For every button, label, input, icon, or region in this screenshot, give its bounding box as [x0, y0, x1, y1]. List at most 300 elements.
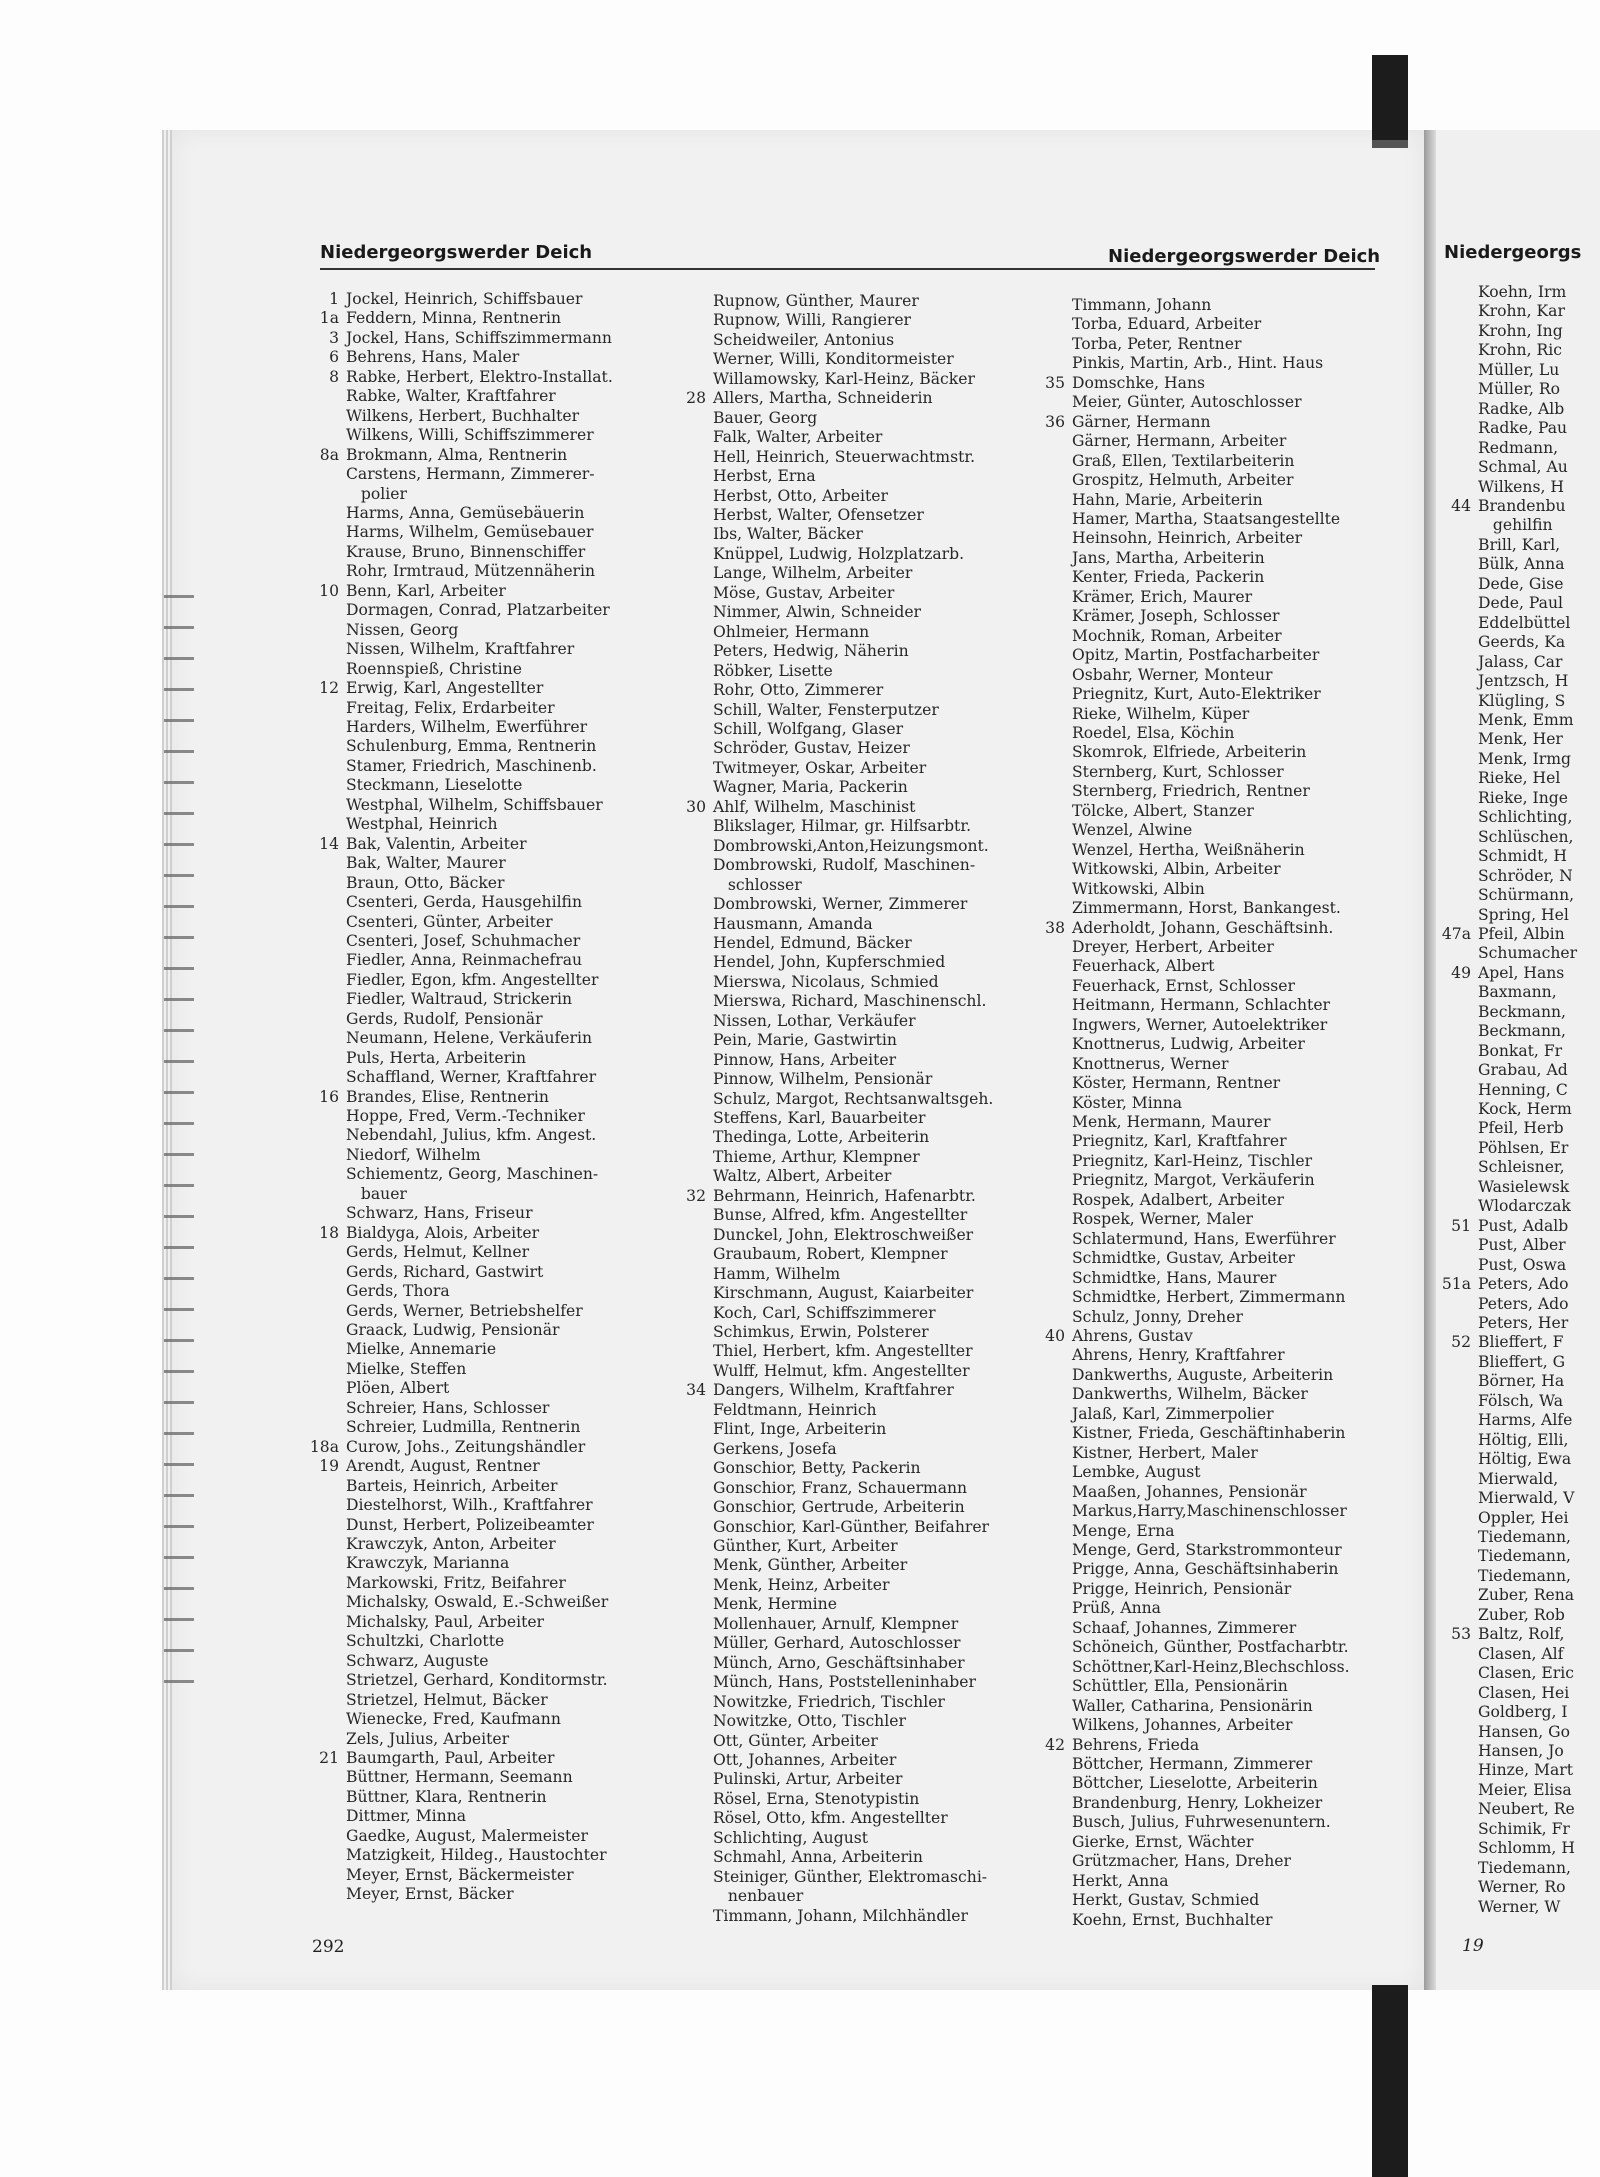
directory-entry: [1436, 400, 1577, 419]
house-number: [671, 1537, 713, 1556]
house-number: [1030, 315, 1072, 334]
directory-entry: [671, 973, 993, 992]
directory-entry: [671, 1518, 993, 1537]
house-number: [304, 1730, 346, 1749]
house-number: 19: [319, 1457, 339, 1476]
house-number: [1030, 1210, 1072, 1229]
resident-entry: Hausmann, Amanda: [713, 914, 873, 933]
directory-entry: [671, 701, 993, 720]
resident-entry: Schill, Walter, Fensterputzer: [713, 700, 939, 719]
house-number: [671, 759, 713, 778]
resident-entry: Lembke, August: [1072, 1463, 1201, 1482]
resident-entry: Brandenburg, Henry, Lokheizer: [1072, 1793, 1323, 1812]
resident-entry: Schmidtke, Herbert, Zimmermann: [1072, 1288, 1346, 1307]
house-number: [671, 720, 713, 739]
directory-entry: [304, 1360, 613, 1379]
resident-entry: Henning, C: [1478, 1080, 1568, 1099]
house-number: [671, 642, 713, 661]
directory-entry: [671, 720, 993, 739]
resident-entry: Koch, Carl, Schiffszimmerer: [713, 1303, 936, 1322]
directory-entry: [304, 1107, 613, 1126]
resident-entry: Schill, Wolfgang, Glaser: [713, 719, 904, 738]
resident-entry: Nebendahl, Julius, kfm. Angest.: [346, 1126, 597, 1145]
directory-entry: [1030, 1638, 1350, 1657]
resident-entry: Schimkus, Erwin, Polsterer: [713, 1323, 929, 1342]
resident-entry: Priegnitz, Kurt, Auto-Elektriker: [1072, 685, 1321, 704]
directory-entry: [671, 1304, 993, 1323]
house-number: 53: [1451, 1625, 1471, 1644]
house-number: 18: [319, 1223, 339, 1242]
house-number: [1030, 1872, 1072, 1891]
directory-entry: [1436, 439, 1577, 458]
resident-entry: Grospitz, Helmuth, Arbeiter: [1072, 471, 1294, 490]
directory-entry: [1436, 1119, 1577, 1138]
house-number: [1030, 705, 1072, 724]
house-number: [1030, 627, 1072, 646]
directory-entry: [1030, 588, 1350, 607]
directory-entry: [1436, 925, 1577, 944]
house-number: [1030, 1366, 1072, 1385]
directory-entry: [1030, 763, 1350, 782]
directory-entry: [1436, 1372, 1577, 1391]
house-number: [1436, 1158, 1478, 1177]
resident-entry: Rabke, Herbert, Elektro-Installat.: [346, 367, 613, 386]
house-number: [671, 1051, 713, 1070]
resident-entry: Jans, Martha, Arbeiterin: [1072, 548, 1265, 567]
directory-entry: [1436, 692, 1577, 711]
resident-entry: Meier, Elisa: [1478, 1780, 1572, 1799]
directory-entry: [304, 1535, 613, 1554]
resident-entry: Curow, Johs., Zeitungshändler: [346, 1437, 586, 1456]
resident-entry: Priegnitz, Karl-Heinz, Tischler: [1072, 1151, 1313, 1170]
directory-entry: [304, 932, 613, 951]
house-number: [1436, 1450, 1478, 1469]
directory-entry: [1436, 750, 1577, 769]
directory-entry: [671, 1498, 993, 1517]
house-number: [1436, 1431, 1478, 1450]
resident-entry: Baumgarth, Paul, Arbeiter: [346, 1748, 555, 1767]
house-number: [1436, 1372, 1478, 1391]
house-number: [1436, 711, 1478, 730]
house-number: [304, 1516, 346, 1535]
resident-entry: Clasen, Eric: [1478, 1664, 1574, 1683]
house-number: [1030, 1035, 1072, 1054]
resident-entry: Herkt, Gustav, Schmied: [1072, 1891, 1260, 1910]
resident-entry: Lange, Wilhelm, Arbeiter: [713, 564, 913, 583]
resident-entry: Oppler, Hei: [1478, 1508, 1569, 1527]
house-number: [1436, 302, 1478, 321]
directory-entry: [1436, 828, 1577, 847]
house-number: [671, 739, 713, 758]
resident-entry: Hell, Heinrich, Steuerwachtmstr.: [713, 447, 976, 466]
directory-entry: [671, 1206, 993, 1225]
resident-entry: Krause, Bruno, Binnenschiffer: [346, 542, 586, 561]
resident-entry: Menk, Heinz, Arbeiter: [713, 1575, 890, 1594]
resident-entry: Schlüschen,: [1478, 827, 1574, 846]
house-number: [671, 1770, 713, 1789]
house-number: [671, 1226, 713, 1245]
resident-entry: Schulz, Jonny, Dreher: [1072, 1307, 1243, 1326]
directory-entry: [1030, 1405, 1350, 1424]
directory-entry: [1030, 880, 1350, 899]
resident-entry: Gärner, Hermann, Arbeiter: [1072, 432, 1287, 451]
resident-entry: Wilkens, H: [1478, 477, 1564, 496]
directory-entry: [1436, 1547, 1577, 1566]
resident-entry: Thieme, Arthur, Klempner: [713, 1147, 920, 1166]
resident-entry: Michalsky, Paul, Arbeiter: [346, 1612, 545, 1631]
resident-entry: Torba, Peter, Rentner: [1072, 334, 1242, 353]
house-number: [671, 311, 713, 330]
house-number: [1030, 880, 1072, 899]
house-number: [1436, 1256, 1478, 1275]
resident-entry: Gerds, Rudolf, Pensionär: [346, 1009, 543, 1028]
house-number: [304, 1477, 346, 1496]
directory-entry: [1030, 685, 1350, 704]
directory-entry: [1436, 847, 1577, 866]
page-header-left: Niedergeorgswerder Deich: [320, 242, 593, 263]
house-number: [1030, 1132, 1072, 1151]
house-number: [1030, 393, 1072, 412]
resident-entry: Kirschmann, August, Kaiarbeiter: [713, 1284, 974, 1303]
resident-entry: Gierke, Ernst, Wächter: [1072, 1832, 1254, 1851]
directory-entry: [671, 662, 993, 681]
resident-entry: Wenzel, Alwine: [1072, 821, 1193, 840]
resident-entry: Waltz, Albert, Arbeiter: [713, 1167, 892, 1186]
resident-entry: Schmal, Au: [1478, 458, 1568, 477]
house-number: [1436, 1081, 1478, 1100]
directory-entry: [671, 1031, 993, 1050]
house-number: [671, 1693, 713, 1712]
directory-entry: [304, 1029, 613, 1048]
house-number: [1030, 471, 1072, 490]
directory-entry: [1436, 1684, 1577, 1703]
house-number: [1436, 1392, 1478, 1411]
resident-entry: Hamer, Martha, Staatsangestellte: [1072, 509, 1341, 528]
resident-entry: Schimik, Fr: [1478, 1819, 1570, 1838]
directory-entry: [304, 1088, 613, 1107]
directory-entry: [304, 1574, 613, 1593]
directory-entry: [1030, 1132, 1350, 1151]
house-number: [671, 1090, 713, 1109]
directory-entry: [1030, 1016, 1350, 1035]
resident-entry: Grützmacher, Hans, Dreher: [1072, 1852, 1291, 1871]
resident-entry: Blieffert, F: [1478, 1333, 1564, 1352]
house-number: [1030, 1385, 1072, 1404]
resident-entry: Herkt, Anna: [1072, 1871, 1169, 1890]
directory-entry: [304, 1788, 613, 1807]
directory-entry: [304, 1671, 613, 1690]
resident-entry: Dombrowski, Rudolf, Maschinen-: [713, 856, 976, 875]
house-number: 47a: [1441, 924, 1471, 943]
house-number: [1436, 1800, 1478, 1819]
house-number: 36: [1045, 412, 1065, 431]
page-header-right: Niedergeorgswerder Deich: [1108, 246, 1381, 267]
directory-entry: [1030, 1755, 1350, 1774]
directory-entry: [304, 1185, 613, 1204]
directory-entry: [671, 292, 993, 311]
resident-entry: Schiementz, Georg, Maschinen-: [346, 1165, 599, 1184]
house-number: [1436, 1061, 1478, 1080]
house-number: [304, 1399, 346, 1418]
directory-entry: [671, 1693, 993, 1712]
directory-entry: [671, 1887, 993, 1906]
directory-entry: [1436, 1022, 1577, 1041]
house-number: [304, 1049, 346, 1068]
house-number: [1030, 646, 1072, 665]
directory-entry: [671, 1109, 993, 1128]
resident-entry: Börner, Ha: [1478, 1372, 1565, 1391]
directory-entry: [1436, 497, 1577, 516]
house-number: [304, 990, 346, 1009]
directory-entry: [1436, 886, 1577, 905]
directory-entry: [1030, 1308, 1350, 1327]
resident-entry: Braun, Otto, Bäcker: [346, 873, 505, 892]
house-number: [304, 523, 346, 542]
directory-entry: [1436, 1197, 1577, 1216]
directory-entry: [1436, 1178, 1577, 1197]
resident-entry: Rieke, Wilhelm, Küper: [1072, 704, 1250, 723]
resident-entry: Geerds, Ka: [1478, 633, 1566, 652]
directory-entry: [304, 640, 613, 659]
directory-entry: [1030, 1522, 1350, 1541]
directory-entry: [1436, 1703, 1577, 1722]
directory-entry: [1436, 711, 1577, 730]
directory-entry: [1436, 1489, 1577, 1508]
directory-entry: [304, 679, 613, 698]
house-number: [1436, 886, 1478, 905]
resident-entry: Strietzel, Gerhard, Konditormstr.: [346, 1671, 608, 1690]
directory-entry: [304, 835, 613, 854]
directory-entry: [1436, 1509, 1577, 1528]
house-number: [1030, 1541, 1072, 1560]
house-number: 12: [319, 679, 339, 698]
house-number: [304, 1574, 346, 1593]
house-number: [671, 1167, 713, 1186]
resident-entry: Harms, Wilhelm, Gemüsebauer: [346, 523, 594, 542]
directory-entry: [1030, 1055, 1350, 1074]
house-number: [1030, 1269, 1072, 1288]
resident-entry: Schwarz, Hans, Friseur: [346, 1204, 533, 1223]
resident-entry: Ott, Johannes, Arbeiter: [713, 1750, 897, 1769]
resident-entry: Büttner, Klara, Rentnerin: [346, 1787, 547, 1806]
house-number: [1030, 1619, 1072, 1638]
resident-entry: Mierwald,: [1478, 1469, 1564, 1488]
resident-entry: Mielke, Steffen: [346, 1359, 467, 1378]
house-number: [304, 1593, 346, 1612]
house-number: [1436, 1664, 1478, 1683]
house-number: [1030, 782, 1072, 801]
resident-entry: Erwig, Karl, Angestellter: [346, 679, 544, 698]
directory-entry: [304, 718, 613, 737]
resident-entry: Werner, W: [1478, 1897, 1561, 1916]
resident-entry: Pust, Adalb: [1478, 1216, 1569, 1235]
house-number: [671, 448, 713, 467]
house-number: [304, 1691, 346, 1710]
directory-entry: [1030, 1424, 1350, 1443]
resident-entry: Münch, Arno, Geschäftsinhaber: [713, 1653, 965, 1672]
directory-entry: [1030, 568, 1350, 587]
house-number: 34: [686, 1381, 706, 1400]
directory-entry: [304, 1496, 613, 1515]
directory-entry: [304, 1749, 613, 1768]
directory-entry: [671, 467, 993, 486]
directory-entry: [304, 737, 613, 756]
directory-entry: [671, 1732, 993, 1751]
house-number: [1436, 1139, 1478, 1158]
house-number: [671, 1245, 713, 1264]
house-number: [1436, 906, 1478, 925]
house-number: [1436, 1742, 1478, 1761]
house-number: [671, 1556, 713, 1575]
resident-entry: Witkowski, Albin, Arbeiter: [1072, 860, 1281, 879]
directory-entry: [1436, 1625, 1577, 1644]
directory-entry: [304, 1516, 613, 1535]
resident-entry: Steffens, Karl, Bauarbeiter: [713, 1109, 926, 1128]
house-number: 8: [329, 367, 339, 386]
house-number: [1030, 1230, 1072, 1249]
resident-entry: Wasielewsk: [1478, 1177, 1570, 1196]
house-number: [304, 1768, 346, 1787]
resident-entry: Pinkis, Martin, Arb., Hint. Haus: [1072, 354, 1324, 373]
directory-entry: [304, 1418, 613, 1437]
directory-entry: [304, 699, 613, 718]
directory-entry: [671, 1907, 993, 1926]
resident-entry: Wilkens, Herbert, Buchhalter: [346, 406, 580, 425]
house-number: 30: [686, 797, 706, 816]
directory-entry: [304, 1146, 613, 1165]
directory-entry: [304, 1243, 613, 1262]
resident-entry: Ahlf, Wilhelm, Maschinist: [713, 797, 916, 816]
house-number: [1436, 1567, 1478, 1586]
directory-entry: [1030, 1346, 1350, 1365]
resident-entry: Fiedler, Anna, Reinmachefrau: [346, 951, 583, 970]
directory-entry: [1030, 413, 1350, 432]
directory-entry: [1436, 1645, 1577, 1664]
directory-entry: [671, 895, 993, 914]
resident-entry: Prüß, Anna: [1072, 1599, 1161, 1618]
resident-entry: Opitz, Martin, Postfacharbeiter: [1072, 646, 1320, 665]
directory-entry: [1030, 1619, 1350, 1638]
house-number: [1030, 685, 1072, 704]
house-number: [671, 623, 713, 642]
resident-entry: Gerds, Thora: [346, 1282, 450, 1301]
directory-entry: [1436, 867, 1577, 886]
directory-entry: [304, 1652, 613, 1671]
resident-entry: Graubaum, Robert, Klempner: [713, 1245, 948, 1264]
resident-entry: Matzigkeit, Hildeg., Haustochter: [346, 1846, 607, 1865]
house-number: [1030, 1346, 1072, 1365]
resident-entry: Timmann, Johann, Milchhändler: [713, 1906, 968, 1925]
directory-entry: [671, 370, 993, 389]
directory-entry: [1436, 964, 1577, 983]
house-number: [304, 951, 346, 970]
house-number: [1030, 491, 1072, 510]
house-number: [671, 467, 713, 486]
house-number: [671, 953, 713, 972]
directory-entry: [671, 1323, 993, 1342]
house-number: [304, 504, 346, 523]
directory-entry: [304, 543, 613, 562]
house-number: [304, 737, 346, 756]
directory-entry: [671, 1595, 993, 1614]
resident-entry: Schaffland, Werner, Kraftfahrer: [346, 1068, 597, 1087]
resident-entry: Neumann, Helene, Verkäuferin: [346, 1029, 593, 1048]
resident-entry: Gärner, Hermann: [1072, 412, 1211, 431]
directory-entry: [1030, 1249, 1350, 1268]
directory-entry: [1030, 1774, 1350, 1793]
resident-entry: Bülk, Anna: [1478, 555, 1565, 574]
resident-entry: Mierwald, V: [1478, 1489, 1575, 1508]
page-number-next: 19: [1462, 1936, 1484, 1956]
resident-entry: Prigge, Anna, Geschäftsinhaberin: [1072, 1560, 1339, 1579]
directory-entry: [671, 798, 993, 817]
house-number: [304, 1185, 346, 1204]
resident-entry: Puls, Herta, Arbeiterin: [346, 1048, 527, 1067]
directory-entry: [671, 1790, 993, 1809]
directory-entry: [304, 874, 613, 893]
directory-entry: [1030, 315, 1350, 334]
house-number: [304, 1379, 346, 1398]
resident-entry: Nissen, Lothar, Verkäufer: [713, 1011, 916, 1030]
directory-entry: [671, 953, 993, 972]
resident-entry: Aderholdt, Johann, Geschäftsinh.: [1072, 918, 1334, 937]
directory-entry: [1436, 672, 1577, 691]
resident-entry: Schmidtke, Hans, Maurer: [1072, 1268, 1277, 1287]
directory-entry: [1030, 1502, 1350, 1521]
resident-entry: Stamer, Friedrich, Maschinenb.: [346, 756, 597, 775]
directory-entry: [304, 1691, 613, 1710]
house-number: [1436, 1353, 1478, 1372]
resident-entry: Zimmermann, Horst, Bankangest.: [1072, 899, 1341, 918]
directory-entry: [304, 1321, 613, 1340]
house-number: [304, 1885, 346, 1904]
directory-entry: [1030, 627, 1350, 646]
page-right-partial: [1436, 130, 1600, 1990]
directory-entry: [304, 329, 613, 348]
resident-entry: Skomrok, Elfriede, Arbeiterin: [1072, 743, 1307, 762]
directory-entry: [671, 409, 993, 428]
directory-entry: [304, 465, 613, 484]
directory-entry: [671, 1012, 993, 1031]
resident-entry: Csenteri, Gerda, Hausgehilfin: [346, 893, 583, 912]
house-number: [671, 1070, 713, 1089]
resident-entry: Brill, Karl,: [1478, 535, 1561, 554]
resident-entry: Behrens, Frieda: [1072, 1735, 1200, 1754]
resident-entry: Schlomm, H: [1478, 1839, 1575, 1858]
house-number: [304, 1807, 346, 1826]
resident-entry: Schlichting,: [1478, 808, 1573, 827]
house-number: [671, 973, 713, 992]
resident-entry: Falk, Walter, Arbeiter: [713, 428, 883, 447]
resident-entry: Rospek, Werner, Maler: [1072, 1210, 1254, 1229]
resident-entry: Gonschior, Betty, Packerin: [713, 1459, 921, 1478]
house-number: [1436, 808, 1478, 827]
directory-entry: [304, 1302, 613, 1321]
directory-entry: [671, 545, 993, 564]
resident-entry: Carstens, Hermann, Zimmerer-: [346, 465, 595, 484]
resident-entry: Wenzel, Hertha, Weißnäherin: [1072, 840, 1305, 859]
directory-entry: [1436, 653, 1577, 672]
house-number: [1436, 1178, 1478, 1197]
house-number: [1030, 1444, 1072, 1463]
binder-clip-edge: [1372, 140, 1408, 148]
resident-entry: Schreier, Ludmilla, Rentnerin: [346, 1418, 581, 1437]
directory-entry: [1030, 471, 1350, 490]
house-number: [304, 1282, 346, 1301]
directory-entry: [304, 485, 613, 504]
directory-entry: [671, 1556, 993, 1575]
resident-entry: Hoppe, Fred, Verm.-Techniker: [346, 1107, 585, 1126]
